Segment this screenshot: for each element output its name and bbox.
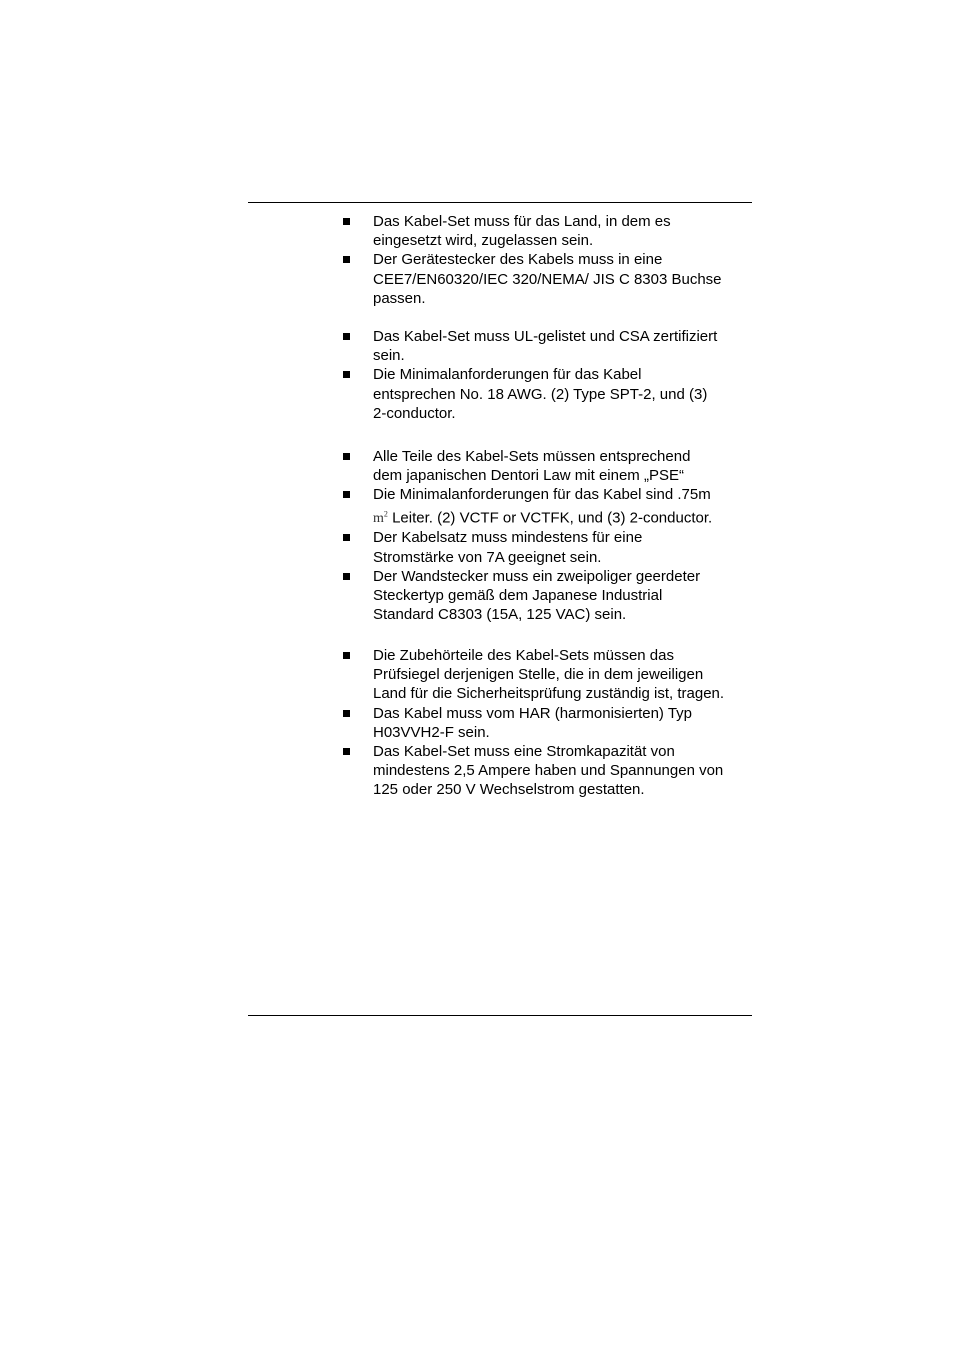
item-line: Die Zubehörteile des Kabel-Sets müssen das xyxy=(373,647,674,664)
square-bullet-icon xyxy=(343,453,350,460)
list-item xyxy=(340,528,760,566)
list-item xyxy=(340,250,760,308)
item-line: Das Kabel-Set muss für das Land, in dem es xyxy=(373,213,671,230)
item-line: Das Kabel-Set muss eine Stromkapazität von xyxy=(373,743,675,761)
requirements-group-4 xyxy=(340,646,760,800)
item-line: Prüfsiegel derjenigen Stelle, die in dem jeweiligen xyxy=(373,666,704,684)
list-item xyxy=(340,567,760,625)
item-line xyxy=(373,505,760,529)
requirements-group-1 xyxy=(340,212,760,308)
unit-exponent: 2 xyxy=(383,509,388,519)
item-line: H03VVH2-F sein. xyxy=(373,723,490,741)
item-line: entsprechen No. 18 AWG. (2) Type SPT-2, und (3) xyxy=(373,385,708,403)
square-meter-unit xyxy=(373,511,388,526)
item-line: Alle Teile des Kabel-Sets müssen entsprechend xyxy=(373,448,691,465)
item-line: passen. xyxy=(373,289,426,307)
item-line: Die Minimalanforderungen für das Kabel xyxy=(373,366,642,384)
item-line: mindestens 2,5 Ampere haben und Spannungen von xyxy=(373,762,724,780)
unit-symbol: m xyxy=(373,511,384,527)
item-line: CEE7/EN60320/IEC 320/NEMA/ JIS C 8303 Buchse xyxy=(373,270,722,288)
square-bullet-icon xyxy=(343,573,350,580)
list-item xyxy=(340,704,760,742)
item-line: Standard C8303 (15A, 125 VAC) sein. xyxy=(373,606,627,624)
list-item xyxy=(340,365,760,423)
list-item xyxy=(340,742,760,800)
item-line-text: Leiter. (2) VCTF or VCTFK, und (3) 2-conductor. xyxy=(392,509,713,527)
item-line: eingesetzt wird, zugelassen sein. xyxy=(373,232,594,250)
item-line: Der Gerätestecker des Kabels muss in eine xyxy=(373,251,663,269)
item-line: Steckertyp gemäß dem Japanese Industrial xyxy=(373,587,663,605)
list-item xyxy=(340,646,760,704)
list-item xyxy=(340,485,760,528)
square-bullet-icon xyxy=(343,491,350,498)
square-bullet-icon xyxy=(343,534,350,541)
top-rule xyxy=(248,202,752,203)
item-line: Das Kabel-Set muss UL-gelistet und CSA zertifiziert xyxy=(373,328,718,345)
item-line: Der Kabelsatz muss mindestens für eine xyxy=(373,529,643,547)
square-bullet-icon xyxy=(343,748,350,755)
square-bullet-icon xyxy=(343,256,350,263)
item-line: Der Wandstecker muss ein zweipoliger geerdeter xyxy=(373,567,701,585)
bottom-rule xyxy=(248,1015,752,1016)
list-item xyxy=(340,327,760,365)
item-line: sein. xyxy=(373,347,405,365)
square-bullet-icon xyxy=(343,371,350,378)
requirements-group-2 xyxy=(340,327,760,423)
item-line: 125 oder 250 V Wechselstrom gestatten. xyxy=(373,781,645,799)
item-line: dem japanischen Dentori Law mit einem „PSE“ xyxy=(373,467,684,485)
item-line: Das Kabel muss vom HAR (harmonisierten) Typ xyxy=(373,704,692,722)
list-item xyxy=(340,212,760,250)
square-bullet-icon xyxy=(343,710,350,717)
list-item xyxy=(340,447,760,485)
item-line: Die Minimalanforderungen für das Kabel sind .75m xyxy=(373,486,711,504)
item-line: 2-conductor. xyxy=(373,404,456,422)
item-line: Land für die Sicherheitsprüfung zuständig ist, tragen. xyxy=(373,685,725,703)
item-line: Stromstärke von 7A geeignet sein. xyxy=(373,548,602,566)
square-bullet-icon xyxy=(343,652,350,659)
square-bullet-icon xyxy=(343,333,350,340)
square-bullet-icon xyxy=(343,218,350,225)
requirements-group-3 xyxy=(340,447,760,624)
